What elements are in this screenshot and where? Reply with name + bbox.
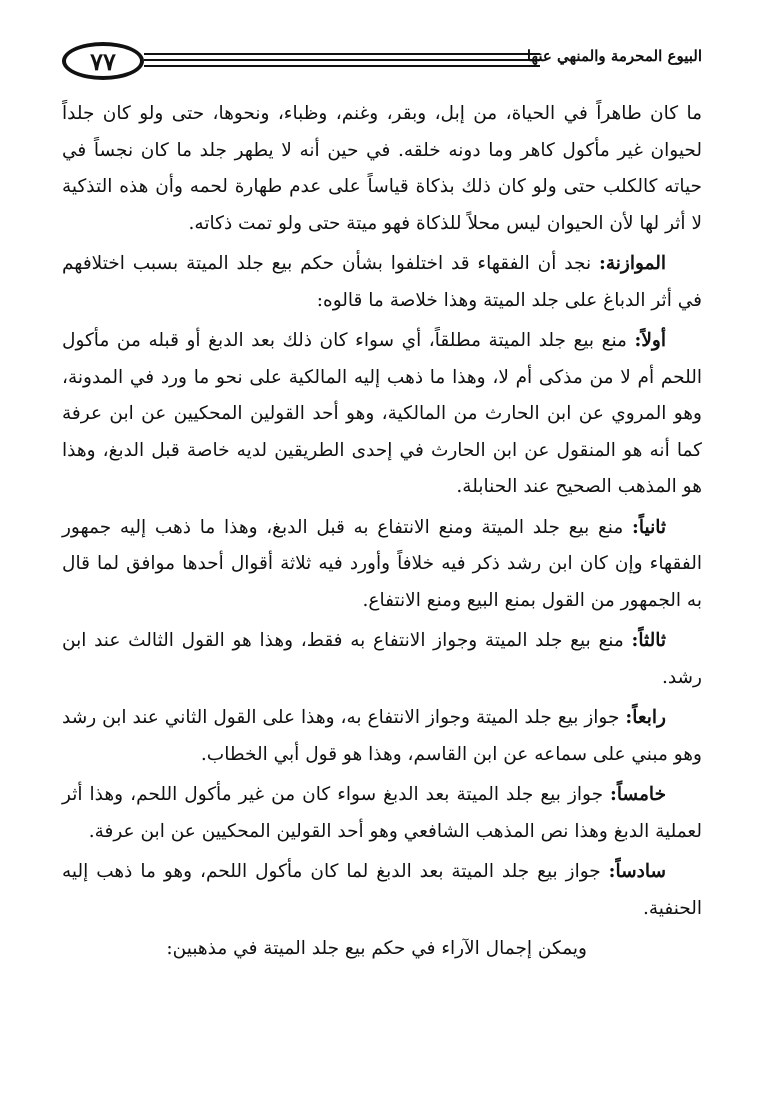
paragraph-fifth [62,777,702,850]
paragraph-text: ويمكن إجمال الآراء في حكم بيع جلد الميتة في مذهبين: [166,938,587,959]
paragraph-summary [62,931,702,968]
running-title: البيوع المحرمة والمنهي عنها [526,47,702,65]
paragraph-lead: ثالثاً: [631,630,666,651]
paragraph-text: نجد أن الفقهاء قد اختلفوا بشأن حكم بيع جلد الميتة بسبب اختلافهم في أثر الدباغ على جلد الميتة وهذا خلاصة ما قالوه: [62,253,702,311]
paragraph-lead: رابعاً: [625,707,666,728]
paragraph-text: منع بيع جلد الميتة ومنع الانتفاع به قبل الدبغ، وهذا ما ذهب إليه جمهور الفقهاء وإن كان ابن رشد ذكر فيه خلافاً وأورد فيه ثلاثة أقوال أحدها موافق لما قال به الجمهور من القول بمنع البيع ومنع الانتفاع. [62,516,702,611]
page-header [62,42,702,84]
page-body [62,96,702,968]
header-rule-3 [144,65,540,67]
paragraph-text: جواز بيع جلد الميتة بعد الدبغ سواء كان من غير مأكول اللحم، وهذا أثر لعملية الدبغ وهذا نص المذهب الشافعي وهو أحد القولين المحكيين عن ابن عرفة. [62,784,702,842]
paragraph-text: منع بيع جلد الميتة وجواز الانتفاع به فقط، وهذا هو القول الثالث عند ابن رشد. [62,630,702,688]
paragraph-lead: الموازنة: [599,253,666,274]
page-number: ٧٧ [62,42,144,80]
paragraph-third [62,623,702,696]
paragraph-lead: سادساً: [608,861,666,882]
paragraph-comparison [62,246,702,319]
header-rule-1 [144,53,540,55]
paragraph-text: جواز بيع جلد الميتة وجواز الانتفاع به، وهذا على القول الثاني عند ابن رشد وهو مبني على سماعه عن ابن القاسم، وهذا هو قول أبي الخطاب. [62,707,702,765]
paragraph-fourth [62,700,702,773]
paragraph-lead: خامساً: [610,784,666,805]
paragraph-continuation [62,96,702,242]
paragraph-text: ما كان طاهراً في الحياة، من إبل، وبقر، وغنم، وظباء، ونحوها، حتى ولو كان جلداً لحيوان غير مأكول كاهر وما دونه خلقه. في حين أنه لا يطهر جلد ما كان نجساً في حياته كالكلب حتى ولو كان ذلك بذكاة قياساً على عدم طهارة لحمه وأن هذه التذكية لا أثر لها لأن الحيوان ليس محلاً للذكاة فهو ميتة حتى ولو تمت ذكاته. [62,103,702,234]
paragraph-sixth [62,854,702,927]
paragraph-text: منع بيع جلد الميتة مطلقاً، أي سواء كان ذلك بعد الدبغ أو قبله من مأكول اللحم أم لا من مذكى أم لا، وهذا ما ذهب إليه المالكية على نحو ما ورد في المدونة، وهو المروي عن ابن الحارث من المالكية، وهو أحد القولين المحكيين عن ابن عرفة كما أنه هو المنقول عن ابن الحارث في إحدى الطريقين لديه خاصة قبل الدبغ، وهذا هو المذهب الصحيح عند الحنابلة. [62,330,702,497]
header-rule-2 [144,59,540,61]
paragraph-lead: ثانياً: [632,516,666,538]
paragraph-lead: أولاً: [634,330,666,351]
paragraph-second [62,510,702,620]
paragraph-text: جواز بيع جلد الميتة بعد الدبغ لما كان مأكول اللحم، وهو ما ذهب إليه الحنفية. [62,861,702,919]
paragraph-first [62,323,702,506]
